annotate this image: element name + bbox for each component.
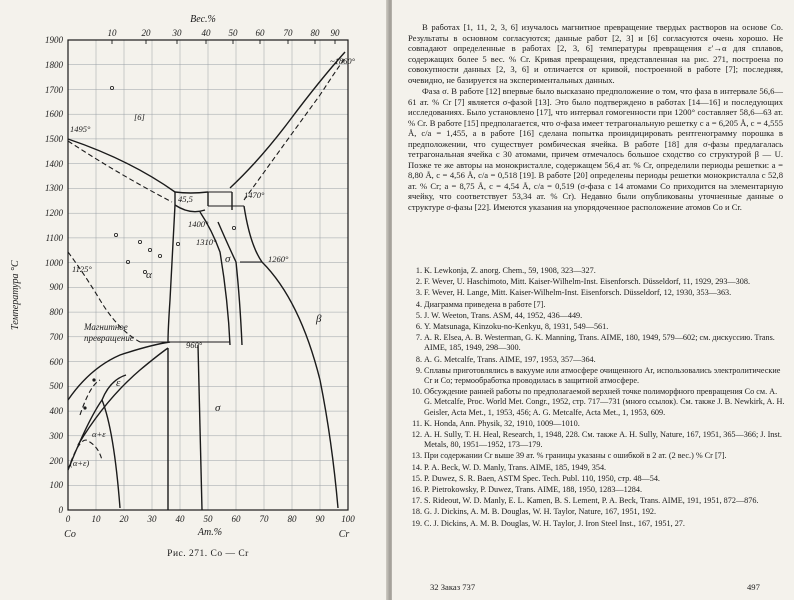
left-element-label: Co xyxy=(64,529,76,540)
y-tick: 500 xyxy=(49,381,63,391)
reference-item xyxy=(408,496,786,506)
top-tick: 50 xyxy=(228,28,238,38)
label-1860: ~1860° xyxy=(330,56,355,66)
reference-number: 10. xyxy=(411,387,422,397)
label-1260: 1260° xyxy=(268,254,289,264)
reference-number: 1. xyxy=(415,266,422,275)
bottom-tick: 70 xyxy=(259,514,269,524)
reference-text: C. J. Dickins, A. M. B. Douglas, W. H. Taylor, J. Iron Steel Inst., 167, 1951, 27. xyxy=(424,518,685,528)
reference-item xyxy=(408,300,786,310)
reference-text: Обсуждение ранней работы по предполагаемой верхней точке полиморфного превращения Co см. A. G. Metcalfe, Proc. World Met. Congr., 1952, стр. 717—731 (много ссылок). См. также J. B. Newkirk, A. H. Geisler, Acta Met., 1, 1953, 456; A. G. Metcalfe, Acta Met., 1, 1953, 609. xyxy=(424,387,785,417)
paragraph-sigma-phase: Фаза σ. В работе [12] впервые было высказано предположение о том, что фаза в интервале 56,6—61 ат. % Cr [7] является σ-фазой [13]. Это было подтверждено в работах [14—16] и последующих исследованиях. Было установлено [17], что интервал гомогенности при 1200° составляет 58,6—63 ат. % Cr. В работе [15] предполагается, что σ-фаза имеет тетрагональную решетку с a = 6,205 Å, c = 4,555 Å, c/a = 1,455, а в работе [16] сделана попытка проиндицировать рентгенограмму порошка в предположении, что существует ромбическая ячейка. В работе [18] для σ-фазы предлагалась тетрагональная ячейка с 30 атомами, причем отмечалось большое сходство со структурой β — U. Позже те же авторы на монокристалле, содержащем 56,4 ат. % Cr, определили периоды решетки: a = 8,80 Å, c = 4,56 Å, c/a = 0,518 [19]. В работе [20] определены периоды решетки монокристалла с 52,8 ат. % Cr; a = 8,75 Å, c = 4,54 Å, c/a = 0,519 (σ-фаза с 14 атомами Co приходится на элементарную ячейку, что соответствует 53,34 ат. % Cr). Недавно были опубликованы уточненные данные о структуре σ-фазы [22]. Имеются указания на упорядоченное расположение атомов Co и Cr. xyxy=(408,86,783,212)
paragraph-magnetic: В работах [1, 11, 2, 3, 6] изучалось магнитное превращение твердых растворов на основе Co. Результаты в основном согласуются; данные работ [2, 3] и [6] согласуются очень хорошо. Не совпадают определенные в работах [2, 3, 6] температуры превращения ε′→α для сплавов, содержащих более 5 вес. % Cr. Кривая превращения, представленная на рис. 271, построена по совокупности данных [2, 3, 6] и отличается от кривой, построенной в работе [7]; последняя, очевидно, не базируется на экспериментальных данных. xyxy=(408,22,783,85)
reference-number: 14. xyxy=(411,462,422,472)
top-tick: 70 xyxy=(283,28,293,38)
bottom-tick: 80 xyxy=(287,514,297,524)
reference-text: G. J. Dickins, A. M. B. Douglas, W. H. Taylor, Nature, 167, 1951, 192. xyxy=(424,507,657,517)
bottom-tick: 20 xyxy=(119,514,129,524)
reference-text: A. R. Elsea, A. B. Westerman, G. K. Manning, Trans. AIME, 180, 1949, 579—602; см. дискуссию. Trans. AIME, 185, 1949, 298—300. xyxy=(424,333,775,353)
left-page xyxy=(0,0,388,600)
bottom-tick-labels xyxy=(66,514,356,524)
reference-number: 8. xyxy=(415,354,422,364)
phase-curves xyxy=(68,52,345,510)
reference-item xyxy=(408,463,786,473)
bottom-tick: 0 xyxy=(65,514,71,524)
label-magnetic-1: Магнитное xyxy=(84,322,128,332)
reference-number: 6. xyxy=(415,322,422,332)
reference-number: 19. xyxy=(411,518,422,528)
y-tick: 1600 xyxy=(45,109,63,119)
annotations xyxy=(70,56,356,468)
top-tick: 60 xyxy=(255,28,265,38)
reference-item xyxy=(408,311,786,321)
reference-text: Y. Matsunaga, Kinzoku-no-Kenkyu, 8, 1931, 549—561. xyxy=(424,322,609,332)
reference-item xyxy=(408,451,786,461)
label-sigma-2: σ xyxy=(215,402,221,414)
y-tick: 1500 xyxy=(45,134,63,144)
reference-item xyxy=(408,333,786,353)
reference-number: 17. xyxy=(411,496,422,506)
top-tick: 90 xyxy=(330,28,340,38)
reference-text: F. Wever, H. Lange, Mitt. Kaiser-Wilhelm-Inst. Eisenforsch. Düsseldorf, 12, 1930, 353—363. xyxy=(424,288,732,298)
y-tick: 1400 xyxy=(45,159,63,169)
top-tick: 20 xyxy=(141,28,151,38)
page-number: 497 xyxy=(747,582,760,592)
top-tick: 40 xyxy=(201,28,211,38)
footer-signature: 32 Заказ 737 xyxy=(430,582,476,592)
reference-number: 2. xyxy=(415,277,422,287)
reference-text: J. W. Weeton, Trans. ASM, 44, 1952, 436—449. xyxy=(424,310,583,320)
label-1495: 1495° xyxy=(70,124,91,134)
reference-text: P. Duwez, S. R. Baen, ASTM Spec. Tech. Publ. 110, 1950, стр. 48—54. xyxy=(424,473,660,483)
reference-text: S. Rideout, W. D. Manly, E. L. Kamen, B. S. Lement, P. A. Beck, Trans. AIME, 191, 1951, 872—876. xyxy=(424,496,759,506)
y-tick: 0 xyxy=(58,505,63,515)
reference-item xyxy=(408,474,786,484)
y-tick: 1800 xyxy=(45,60,63,70)
y-tick: 1300 xyxy=(45,183,63,193)
y-tick: 700 xyxy=(49,332,63,342)
top-axis-label: Вес.% xyxy=(190,14,216,25)
reference-text: Сплавы приготовлялись в вакууме или атмосфере очищенного Ar, использовались электролитические Cr и Co; термообработка проводилась в защитной атмосфере. xyxy=(424,365,781,386)
top-tick-labels xyxy=(108,28,341,38)
bottom-tick: 40 xyxy=(175,514,185,524)
reference-text: Диаграмма приведена в работе [7]. xyxy=(424,299,546,309)
bottom-tick: 100 xyxy=(341,514,355,524)
reference-item xyxy=(408,519,786,529)
label-magnetic-2: превращение xyxy=(84,333,134,343)
label-alpha-eps-2: (α+ε) xyxy=(70,458,90,468)
y-tick: 900 xyxy=(49,282,63,292)
y-tick: 400 xyxy=(49,406,63,416)
label-1470: 1470° xyxy=(244,190,265,200)
reference-number: 11. xyxy=(412,418,422,428)
y-tick: 200 xyxy=(49,456,63,466)
reference-number: 13. xyxy=(411,451,422,461)
reference-item xyxy=(408,355,786,365)
references-list xyxy=(408,266,786,530)
reference-text: P. Pietrokowsky, P. Duwez, Trans. AIME, 188, 1950, 1283—1284. xyxy=(424,485,643,495)
reference-number: 7. xyxy=(415,333,422,343)
bottom-tick: 10 xyxy=(91,514,101,524)
bottom-axis-label: Ат.% xyxy=(197,527,223,538)
reference-number: 9. xyxy=(415,365,422,375)
label-960: 960° xyxy=(186,340,203,350)
reference-number: 16. xyxy=(411,485,422,495)
label-epsilon: ε xyxy=(116,377,121,389)
reference-text: A. G. Metcalfe, Trans. AIME, 197, 1953, 357—364. xyxy=(424,354,596,364)
top-tick: 10 xyxy=(107,28,117,38)
label-45-5: 45,5 xyxy=(178,194,193,204)
y-tick: 1700 xyxy=(45,85,63,95)
reference-item xyxy=(408,419,786,429)
bottom-tick: 30 xyxy=(147,514,157,524)
top-tick: 30 xyxy=(172,28,182,38)
reference-item xyxy=(408,288,786,298)
reference-text: K. Honda, Ann. Physik, 32, 1910, 1009—1010. xyxy=(424,418,580,428)
label-1310: 1310° xyxy=(196,237,217,247)
label-1125: 1125° xyxy=(72,264,92,274)
y-tick: 600 xyxy=(49,357,63,367)
reference-item xyxy=(408,266,786,276)
y-tick: 1900 xyxy=(45,35,63,45)
reference-number: 12. xyxy=(411,430,422,440)
body-text xyxy=(408,22,783,213)
label-ref6: [6] xyxy=(134,112,145,122)
reference-item xyxy=(408,507,786,517)
reference-item xyxy=(408,387,786,418)
y-tick: 1000 xyxy=(45,258,63,268)
phase-diagram xyxy=(0,0,388,600)
reference-item xyxy=(408,366,786,386)
reference-text: P. A. Beck, W. D. Manly, Trans. AIME, 185, 1949, 354. xyxy=(424,462,607,472)
y-axis-label: Температура °С xyxy=(10,260,21,330)
reference-number: 4. xyxy=(415,299,422,309)
label-1400: 1400° xyxy=(188,219,209,229)
bottom-tick: 60 xyxy=(231,514,241,524)
y-tick: 1200 xyxy=(45,208,63,218)
y-tick: 100 xyxy=(49,480,63,490)
reference-number: 5. xyxy=(415,310,422,320)
right-element-label: Cr xyxy=(338,529,350,540)
reference-number: 18. xyxy=(411,507,422,517)
reference-text: A. H. Sully, T. H. Heal, Research, 1, 1948, 228. См. также A. H. Sully, Nature, 167, 1951, 365—366; J. Inst. Metals, 80, 1951—1952, 173—179. xyxy=(424,430,782,450)
bottom-tick: 90 xyxy=(315,514,325,524)
reference-text: При содержании Cr выше 39 ат. % границы указаны с ошибкой в 2 ат. (2 вес.) % Cr [7]. xyxy=(424,451,727,461)
label-alpha-eps: α+ε xyxy=(92,429,106,439)
reference-item xyxy=(408,485,786,495)
reference-number: 15. xyxy=(411,473,422,483)
label-alpha: α xyxy=(146,269,152,281)
diagram-grid xyxy=(68,40,348,510)
reference-text: F. Wever, U. Haschimoto, Mitt. Kaiser-Wilhelm-Inst. Eisenforsch. Düsseldorf, 11, 1929, 293—308. xyxy=(424,277,750,287)
y-tick-labels xyxy=(45,35,64,515)
right-page xyxy=(392,0,794,600)
y-tick: 1100 xyxy=(45,233,63,243)
data-points xyxy=(83,86,235,409)
y-tick: 300 xyxy=(49,431,63,441)
reference-number: 3. xyxy=(415,288,422,298)
reference-item xyxy=(408,277,786,287)
bottom-tick: 50 xyxy=(203,514,213,524)
y-tick: 800 xyxy=(49,307,63,317)
reference-text: K. Lewkonja, Z. anorg. Chem., 59, 1908, 323—327. xyxy=(424,266,596,275)
label-beta: β xyxy=(316,313,322,325)
top-tick: 80 xyxy=(310,28,320,38)
reference-item xyxy=(408,322,786,332)
reference-item xyxy=(408,430,786,450)
figure-caption: Рис. 271. Co — Cr xyxy=(167,549,249,559)
label-sigma-1: σ xyxy=(225,253,231,265)
